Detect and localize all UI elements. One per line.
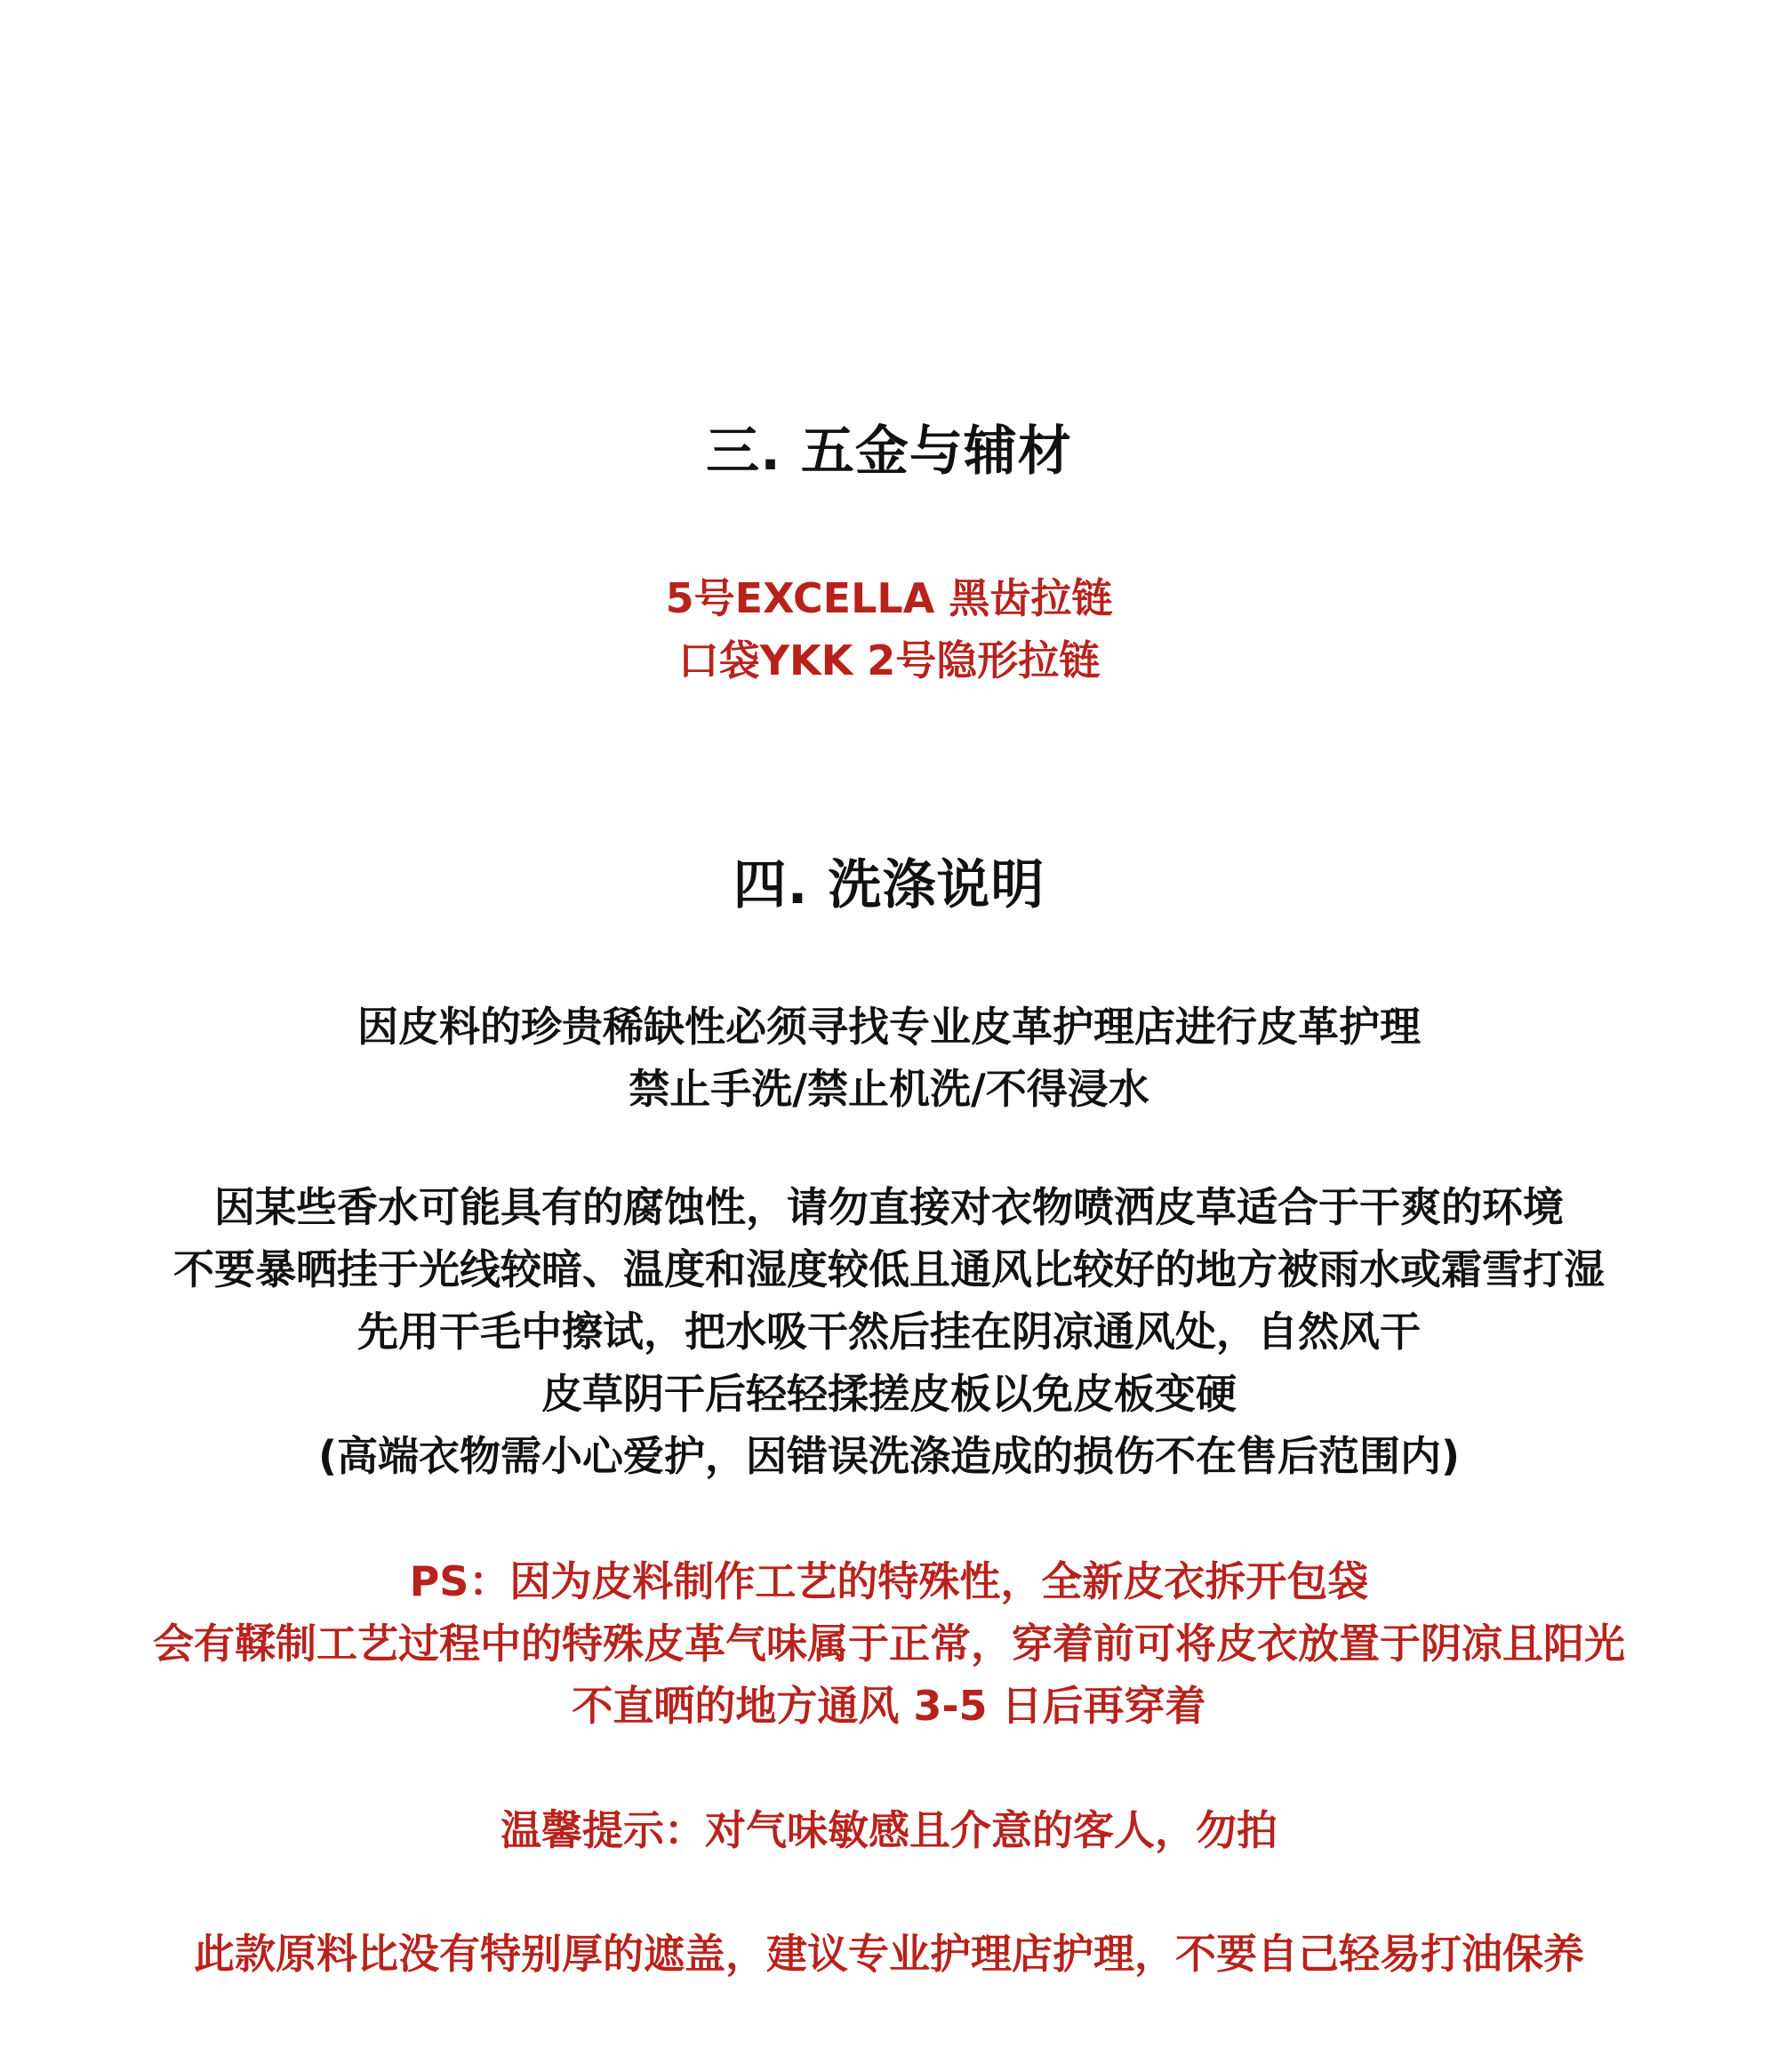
warm-tip (0, 1799, 1778, 1861)
washing-intro-line: 禁止手洗/禁止机洗/不得浸水 (629, 1065, 1149, 1113)
warm-tip-line: 温馨提示：对气味敏感且介意的客人，勿拍 (501, 1806, 1277, 1854)
washing-section-title: 四. 洗涤说明 (733, 854, 1045, 916)
ps-note (0, 1550, 1778, 1737)
washing-intro-line: 因皮料的珍贵稀缺性必须寻找专业皮革护理店进行皮革护理 (357, 1003, 1421, 1051)
hardware-line: 口袋YKK 2号隐形拉链 (677, 636, 1101, 684)
washing-intro (0, 996, 1778, 1120)
care-line: 皮草阴干后轻轻揉搓皮板以免皮板变硬 (541, 1370, 1237, 1418)
care-advice (0, 1923, 1778, 1985)
care-instructions (0, 1176, 1778, 1487)
ps-line: 会有鞣制工艺过程中的特殊皮革气味属于正常，穿着前可将皮衣放置于阴凉且阳光 (153, 1620, 1625, 1668)
care-line: (高端衣物需小心爱护，因错误洗涤造成的损伤不在售后范围内) (317, 1432, 1461, 1480)
ps-line: PS：因为皮料制作工艺的特殊性，全新皮衣拆开包袋 (409, 1557, 1369, 1605)
care-line: 不要暴晒挂于光线较暗、温度和湿度较低且通风比较好的地方被雨水或霜雪打湿 (173, 1245, 1605, 1293)
hardware-list (0, 567, 1778, 692)
care-advice-line: 此款原料比没有特别厚的遮盖，建议专业护理店护理，不要自己轻易打油保养 (194, 1930, 1584, 1978)
ps-line: 不直晒的地方通风 3-5 日后再穿着 (572, 1682, 1206, 1730)
hardware-section-title: 三. 五金与辅材 (706, 420, 1072, 483)
care-line: 因某些香水可能具有的腐蚀性，请勿直接对衣物喷洒皮草适合于干爽的环境 (214, 1183, 1564, 1231)
hardware-line: 5号EXCELLA 黑齿拉链 (665, 574, 1113, 622)
care-line: 先用干毛中擦试，把水吸干然后挂在阴凉通风处，自然风干 (357, 1308, 1421, 1356)
